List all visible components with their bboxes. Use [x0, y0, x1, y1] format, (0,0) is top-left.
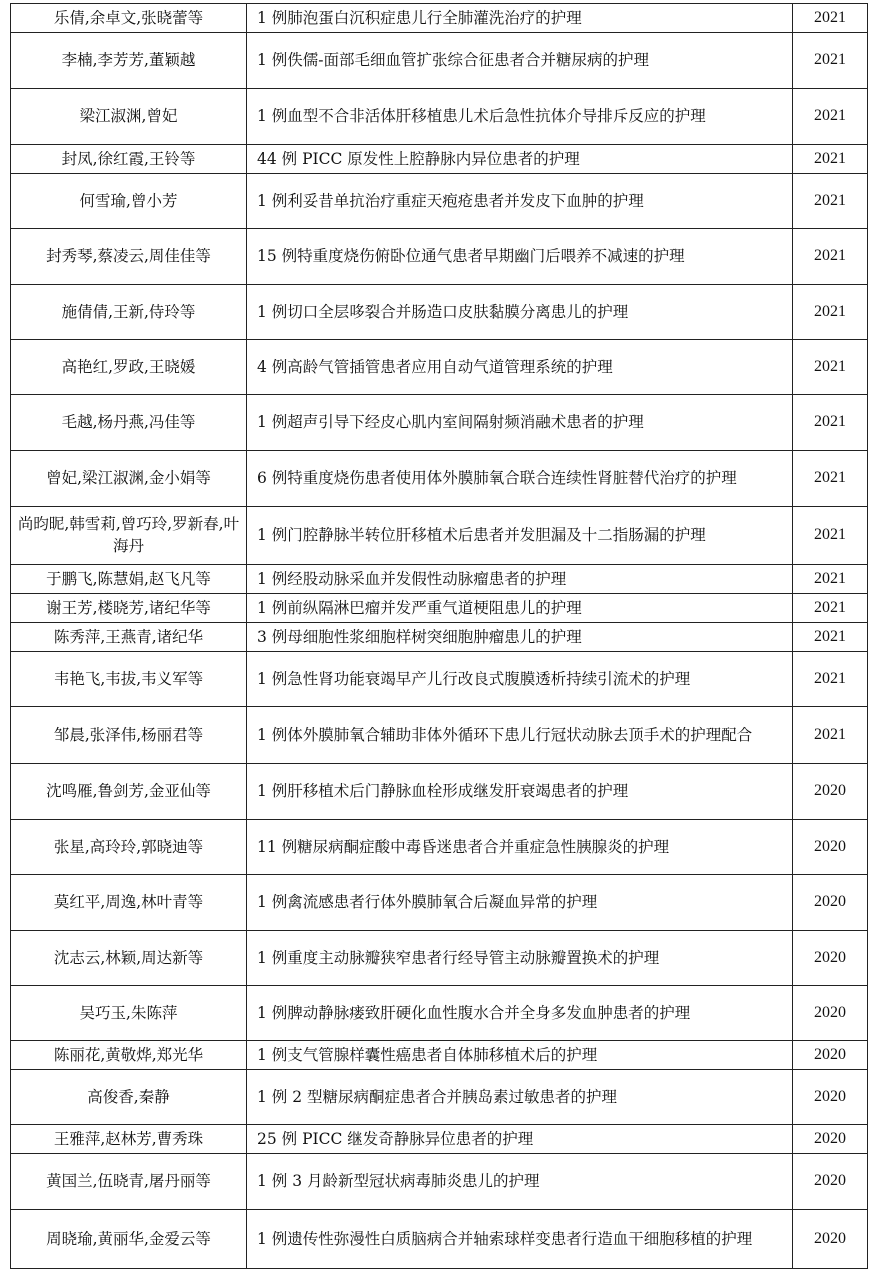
table-row: [11, 623, 868, 652]
nursing-case-table: [10, 3, 868, 1269]
author-cell: 于鹏飞,陈慧娟,赵飞凡等: [11, 565, 247, 594]
author-cell: 周晓瑜,黄丽华,金爱云等: [11, 1210, 247, 1269]
table-row: [11, 594, 868, 623]
year-cell: 2021: [793, 285, 868, 340]
year-cell: 2020: [793, 875, 868, 931]
author-cell: 高俊香,秦静: [11, 1070, 247, 1125]
title-cell: 25 例 PICC 继发奇静脉异位患者的护理: [247, 1125, 793, 1154]
title-cell: 1 例佚儒-面部毛细血管扩张综合征患者合并糖尿病的护理: [247, 33, 793, 89]
table-row: [11, 229, 868, 285]
table-row: [11, 1125, 868, 1154]
year-cell: 2021: [793, 340, 868, 395]
author-cell: 曾妃,梁江淑渊,金小娟等: [11, 451, 247, 507]
table-row: [11, 652, 868, 707]
author-cell: 王雅萍,赵林芳,曹秀珠: [11, 1125, 247, 1154]
author-cell: 李楠,李芳芳,董颖越: [11, 33, 247, 89]
table-row: [11, 174, 868, 229]
year-cell: 2020: [793, 1070, 868, 1125]
year-cell: 2021: [793, 174, 868, 229]
table-row: [11, 875, 868, 931]
title-cell: 4 例高龄气管插管患者应用自动气道管理系统的护理: [247, 340, 793, 395]
title-cell: 1 例前纵隔淋巴瘤并发严重气道梗阻患儿的护理: [247, 594, 793, 623]
year-cell: 2020: [793, 1210, 868, 1269]
table-row: [11, 395, 868, 451]
table-row: [11, 507, 868, 565]
year-cell: 2021: [793, 229, 868, 285]
title-cell: 1 例脾动静脉瘘致肝硬化血性腹水合并全身多发血肿患者的护理: [247, 986, 793, 1041]
year-cell: 2021: [793, 507, 868, 565]
year-cell: 2020: [793, 1154, 868, 1210]
author-cell: 高艳红,罗政,王晓媛: [11, 340, 247, 395]
year-cell: 2020: [793, 820, 868, 875]
title-cell: 1 例急性肾功能衰竭早产儿行改良式腹膜透析持续引流术的护理: [247, 652, 793, 707]
year-cell: 2021: [793, 4, 868, 33]
title-cell: 1 例血型不合非活体肝移植患儿术后急性抗体介导排斥反应的护理: [247, 89, 793, 145]
year-cell: 2021: [793, 395, 868, 451]
author-cell: 封凤,徐红霞,王铃等: [11, 145, 247, 174]
title-cell: 1 例肺泡蛋白沉积症患儿行全肺灌洗治疗的护理: [247, 4, 793, 33]
table-row: [11, 285, 868, 340]
title-cell: 1 例肝移植术后门静脉血栓形成继发肝衰竭患者的护理: [247, 764, 793, 820]
author-cell: 陈丽花,黄敬烨,郑光华: [11, 1041, 247, 1070]
title-cell: 1 例重度主动脉瓣狭窄患者行经导管主动脉瓣置换术的护理: [247, 931, 793, 986]
title-cell: 1 例遗传性弥漫性白质脑病合并轴索球样变患者行造血干细胞移植的护理: [247, 1210, 793, 1269]
year-cell: 2021: [793, 451, 868, 507]
year-cell: 2020: [793, 986, 868, 1041]
author-cell: 莫红平,周逸,林叶青等: [11, 875, 247, 931]
author-cell: 沈志云,林颖,周达新等: [11, 931, 247, 986]
table-row: [11, 1210, 868, 1269]
year-cell: 2020: [793, 764, 868, 820]
table-row: [11, 145, 868, 174]
year-cell: 2021: [793, 623, 868, 652]
year-cell: 2021: [793, 707, 868, 764]
table-row: [11, 340, 868, 395]
author-cell: 吴巧玉,朱陈萍: [11, 986, 247, 1041]
author-cell: 沈鸣雁,鲁剑芳,金亚仙等: [11, 764, 247, 820]
title-cell: 11 例糖尿病酮症酸中毒昏迷患者合并重症急性胰腺炎的护理: [247, 820, 793, 875]
title-cell: 1 例支气管腺样囊性癌患者自体肺移植术后的护理: [247, 1041, 793, 1070]
title-cell: 1 例禽流感患者行体外膜肺氧合后凝血异常的护理: [247, 875, 793, 931]
author-cell: 韦艳飞,韦拔,韦义军等: [11, 652, 247, 707]
author-cell: 尚昀昵,韩雪莉,曾巧玲,罗新春,叶海丹: [11, 507, 247, 565]
title-cell: 1 例体外膜肺氧合辅助非体外循环下患儿行冠状动脉去顶手术的护理配合: [247, 707, 793, 764]
table-row: [11, 931, 868, 986]
year-cell: 2020: [793, 1125, 868, 1154]
author-cell: 封秀琴,蔡凌云,周佳佳等: [11, 229, 247, 285]
author-cell: 谢王芳,楼晓芳,诸纪华等: [11, 594, 247, 623]
author-cell: 毛越,杨丹燕,冯佳等: [11, 395, 247, 451]
title-cell: 1 例切口全层哆裂合并肠造口皮肤黏膜分离患儿的护理: [247, 285, 793, 340]
table-row: [11, 4, 868, 33]
table-row: [11, 451, 868, 507]
year-cell: 2021: [793, 33, 868, 89]
title-cell: 1 例 2 型糖尿病酮症患者合并胰岛素过敏患者的护理: [247, 1070, 793, 1125]
title-cell: 6 例特重度烧伤患者使用体外膜肺氧合联合连续性肾脏替代治疗的护理: [247, 451, 793, 507]
author-cell: 施倩倩,王新,侍玲等: [11, 285, 247, 340]
author-cell: 梁江淑渊,曾妃: [11, 89, 247, 145]
year-cell: 2021: [793, 594, 868, 623]
table-row: [11, 89, 868, 145]
author-cell: 乐倩,余卓文,张晓蕾等: [11, 4, 247, 33]
table-row: [11, 820, 868, 875]
title-cell: 1 例超声引导下经皮心肌内室间隔射频消融术患者的护理: [247, 395, 793, 451]
table-body: [11, 4, 868, 1269]
title-cell: 44 例 PICC 原发性上腔静脉内异位患者的护理: [247, 145, 793, 174]
author-cell: 何雪瑜,曾小芳: [11, 174, 247, 229]
author-cell: 张星,高玲玲,郭晓迪等: [11, 820, 247, 875]
table-row: [11, 33, 868, 89]
year-cell: 2021: [793, 652, 868, 707]
title-cell: 15 例特重度烧伤俯卧位通气患者早期幽门后喂养不减速的护理: [247, 229, 793, 285]
author-cell: 黄国兰,伍晓青,屠丹丽等: [11, 1154, 247, 1210]
year-cell: 2020: [793, 931, 868, 986]
table-row: [11, 1154, 868, 1210]
table-row: [11, 764, 868, 820]
year-cell: 2021: [793, 565, 868, 594]
year-cell: 2021: [793, 89, 868, 145]
table-row: [11, 986, 868, 1041]
table-row: [11, 707, 868, 764]
author-cell: 邹晨,张泽伟,杨丽君等: [11, 707, 247, 764]
title-cell: 1 例门腔静脉半转位肝移植术后患者并发胆漏及十二指肠漏的护理: [247, 507, 793, 565]
table-row: [11, 565, 868, 594]
title-cell: 1 例利妥昔单抗治疗重症天疱疮患者并发皮下血肿的护理: [247, 174, 793, 229]
title-cell: 1 例 3 月龄新型冠状病毒肺炎患儿的护理: [247, 1154, 793, 1210]
title-cell: 3 例母细胞性浆细胞样树突细胞肿瘤患儿的护理: [247, 623, 793, 652]
author-cell: 陈秀萍,王燕青,诸纪华: [11, 623, 247, 652]
year-cell: 2020: [793, 1041, 868, 1070]
table-row: [11, 1070, 868, 1125]
table-row: [11, 1041, 868, 1070]
year-cell: 2021: [793, 145, 868, 174]
title-cell: 1 例经股动脉采血并发假性动脉瘤患者的护理: [247, 565, 793, 594]
